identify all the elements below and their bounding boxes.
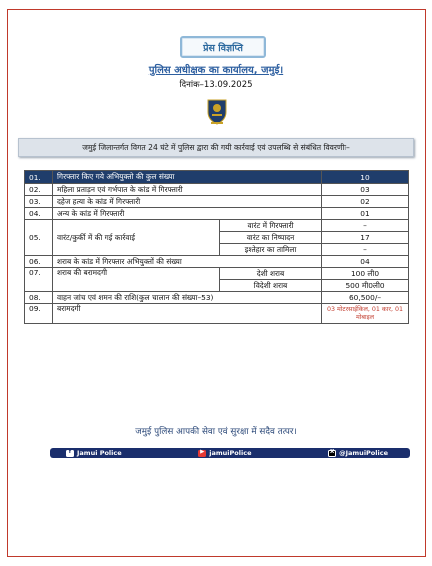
sub-description: इश्तेहार का तामिला [220,244,322,256]
serial-number: 09. [25,304,53,324]
youtube-link[interactable] [198,449,251,457]
facebook-handle: Jamui Police [77,449,122,457]
row-description: वाहन जांच एवं शमन की राशि(कुल चालान की संख्या–53) [53,292,322,304]
table-row [25,268,409,280]
table-row [25,171,409,184]
row-description: महिला प्रताड़न एवं गर्भपात के कांड में गिरफ्तारी [53,184,322,196]
serial-number: 05. [25,220,53,256]
press-release-label: प्रेस विज्ञप्ति [203,42,243,54]
press-release-badge [180,36,266,58]
serial-number: 06. [25,256,53,268]
row-value: 17 [322,232,409,244]
row-description: वारंट/कुर्की में की गई कार्रवाई [53,220,220,256]
x-link[interactable] [328,449,388,457]
facebook-icon: f [66,450,74,457]
sub-description: वारंट का निष्पादन [220,232,322,244]
serial-number: 03. [25,196,53,208]
row-description: शराब के कांड में गिरफ्तार अभियुक्तों की संख्या [53,256,322,268]
youtube-icon: ▶ [200,449,205,456]
row-value: 02 [322,196,409,208]
row-value: 500 मी0ली0 [322,280,409,292]
report-table [24,170,409,324]
serial-number: 04. [25,208,53,220]
sub-description: देशी शराब [220,268,322,280]
row-description: बरामदगी [53,304,322,324]
youtube-handle: jamuiPolice [209,449,252,457]
office-title [0,62,432,76]
footer-motto: जमुई पुलिस आपकी सेवा एवं सुरक्षा में सदैव तत्पर। [135,427,297,437]
table-row [25,292,409,304]
social-media-bar [50,448,410,458]
intro-banner: जमुई जिलान्तर्गत विगत 24 घंटे में पुलिस द्वारा की गयी कार्रवाई एवं उपलब्धि से संबंधित विवरणीः– [18,138,414,157]
row-value: 60,500/– [322,292,409,304]
row-value: – [322,244,409,256]
row-description: गिरफ्तार किए गये अभियुक्तो की कुल संख्या [53,171,322,184]
row-description: अन्य के कांड में गिरफ्तारी [53,208,322,220]
row-value: 03 [322,184,409,196]
row-value: 04 [322,256,409,268]
table-row [25,304,409,324]
serial-number: 08. [25,292,53,304]
row-value: 03 मोटरसाईकिल, 01 कार, 01 मोबाइल [322,304,409,324]
table-row [25,256,409,268]
office-title-text: पुलिस अधीक्षक का कार्यालय, जमुई। [148,65,284,76]
row-value: – [322,220,409,232]
sub-description: वारंट में गिरफ्तारी [220,220,322,232]
x-icon: X [329,449,335,456]
row-description: शराब की बरामदगी [53,268,220,292]
row-value: 01 [322,208,409,220]
police-emblem-icon [205,98,229,126]
table-row [25,196,409,208]
sub-description: विदेशी शराब [220,280,322,292]
row-description: दहेज हत्या के कांड में गिरफ्तारी [53,196,322,208]
facebook-link[interactable] [66,449,122,457]
x-handle: @JamuiPolice [339,449,388,457]
table-row [25,184,409,196]
serial-number: 02. [25,184,53,196]
row-value: 10 [322,171,409,184]
row-value: 100 ली0 [322,268,409,280]
serial-number: 01. [25,171,53,184]
serial-number: 07. [25,268,53,292]
release-date: दिनांक–13.09.2025 [179,80,253,90]
table-row [25,208,409,220]
table-row [25,220,409,232]
